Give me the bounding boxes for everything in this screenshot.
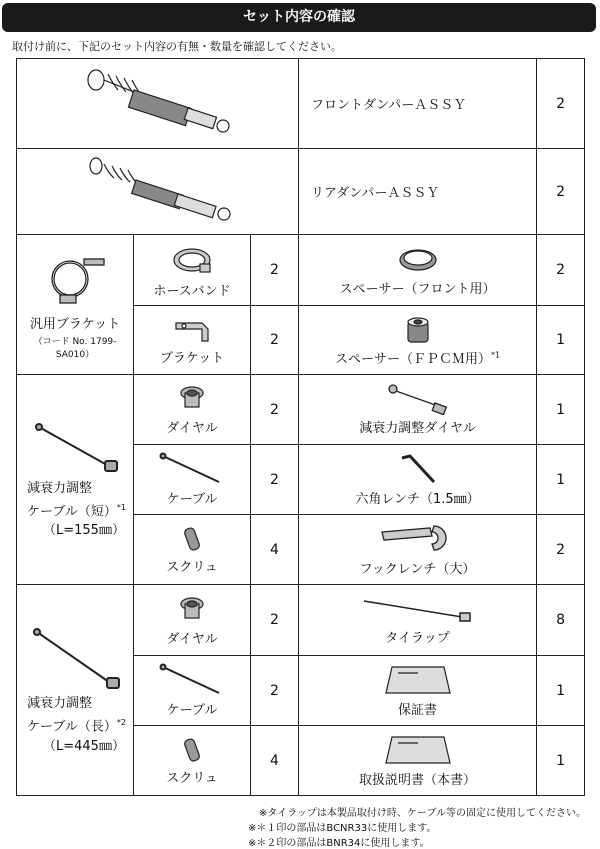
hook-wrench-qty: 2 <box>537 515 585 585</box>
cable-short-line2-wrap <box>27 498 133 521</box>
table-row <box>17 585 585 656</box>
tie-wrap-qty: 8 <box>537 585 585 656</box>
note-mark-2: ※＊２印の部品はBNR34に使用します。 <box>248 838 430 849</box>
cable-1-cell <box>134 445 251 515</box>
parts-table <box>16 58 585 796</box>
table-row <box>17 235 585 306</box>
cable-2-image <box>157 663 227 697</box>
cable-short-group-cell <box>17 375 134 585</box>
spacer-fpcm-cell <box>299 306 537 375</box>
adjust-dial-name: 減衰力調整ダイヤル <box>359 421 476 436</box>
table-row <box>17 375 585 445</box>
note-mark-1: ※＊１印の部品はBCNR33に使用します。 <box>248 823 437 834</box>
hose-band-image <box>170 242 214 278</box>
table-row <box>17 149 585 235</box>
dial-2-cell <box>134 585 251 656</box>
cable-short-line3: （L=155㎜） <box>43 523 125 539</box>
cable-long-line1: 減衰力調整 <box>27 696 93 712</box>
hex-wrench-image <box>396 452 440 486</box>
adjust-dial-image <box>383 383 453 415</box>
front-damper-qty: 2 <box>537 59 585 149</box>
cable-1-name: ケーブル <box>166 492 218 507</box>
cable-short-image <box>27 419 127 479</box>
dial-1-name: ダイヤル <box>166 421 218 436</box>
adjust-dial-cell <box>299 375 537 445</box>
hook-wrench-cell <box>299 515 537 585</box>
spacer-fpcm-name: スペーサー（ＦＰＣＭ用） <box>334 351 491 367</box>
bracket-image <box>40 249 110 309</box>
dial-1-cell <box>134 375 251 445</box>
cable-long-line3: （L=445㎜） <box>43 738 125 754</box>
dial-2-image <box>177 594 207 626</box>
bracket-group-code: （コード No. 1799-SA010） <box>33 337 117 360</box>
front-damper-image-cell <box>17 59 299 149</box>
tie-wrap-cell <box>299 585 537 656</box>
screw-1-cell <box>134 515 251 585</box>
rear-damper-image <box>78 152 238 228</box>
cable-long-line2: ケーブル（長） <box>27 719 117 735</box>
spacer-front-name: スペーサー（フロント用） <box>339 281 496 297</box>
bracket-qty: 2 <box>251 306 299 375</box>
warranty-cell <box>299 656 537 726</box>
screw-1-image <box>177 524 207 554</box>
tie-wrap-image <box>358 595 478 625</box>
bracket-name: ブラケット <box>159 350 225 366</box>
intro-text: 取付け前に、下記のセット内容の有無・数量を確認してください。 <box>12 40 342 53</box>
screw-1-name: スクリュ <box>166 560 218 575</box>
warranty-qty: 1 <box>537 656 585 726</box>
manual-cell <box>299 726 537 796</box>
cable-long-image <box>27 624 127 694</box>
cable-short-line1: 減衰力調整 <box>27 480 93 496</box>
hook-wrench-name: フックレンチ（大） <box>359 562 476 577</box>
manual-name: 取扱説明書（本書） <box>359 773 477 788</box>
cable-2-qty: 2 <box>251 656 299 726</box>
spacer-fpcm-mark: *1 <box>490 350 501 360</box>
rear-damper-image-cell <box>17 149 299 235</box>
cable-long-group-cell <box>17 585 134 796</box>
screw-2-cell <box>134 726 251 796</box>
bracket-group-cell <box>17 235 134 375</box>
rear-damper-name: リアダンパーＡＳＳＹ <box>299 149 537 235</box>
manual-image <box>378 733 458 767</box>
hex-wrench-qty: 1 <box>537 445 585 515</box>
cable-long-mark: *2 <box>116 718 126 728</box>
dial-2-qty: 2 <box>251 585 299 656</box>
cable-2-cell <box>134 656 251 726</box>
front-damper-image <box>78 62 238 142</box>
hose-band-qty: 2 <box>251 235 299 306</box>
spacer-front-cell <box>299 235 537 306</box>
screw-2-qty: 4 <box>251 726 299 796</box>
dial-1-image <box>177 383 207 415</box>
dial-1-qty: 2 <box>251 375 299 445</box>
spacer-front-qty: 2 <box>537 235 585 306</box>
dial-2-name: ダイヤル <box>166 631 218 647</box>
spacer-fpcm-qty: 1 <box>537 306 585 375</box>
tie-wrap-name: タイラップ <box>385 630 450 646</box>
hose-band-name: ホースバンド <box>153 283 231 299</box>
cable-1-image <box>157 452 227 486</box>
adjust-dial-qty: 1 <box>537 375 585 445</box>
cable-2-name: ケーブル <box>166 703 218 718</box>
cable-1-qty: 2 <box>251 445 299 515</box>
screw-2-name: スクリュ <box>166 771 218 786</box>
table-row <box>17 59 585 149</box>
spacer-fpcm-label <box>299 348 536 367</box>
note-tie-wrap: ※タイラップは本製品取付け時、ケーブル等の固定に使用してください。 <box>258 808 586 819</box>
screw-2-image <box>177 735 207 765</box>
front-damper-name: フロントダンパーＡＳＳＹ <box>299 59 537 149</box>
cable-long-line2-wrap <box>27 713 133 736</box>
hose-band-cell <box>134 235 251 306</box>
warranty-image <box>378 663 458 697</box>
spacer-fpcm-image <box>403 314 433 346</box>
section-header: セット内容の確認 <box>2 3 596 32</box>
screw-1-qty: 4 <box>251 515 299 585</box>
bracket-group-name: 汎用ブラケット <box>29 317 121 332</box>
hex-wrench-cell <box>299 445 537 515</box>
cable-short-mark: *1 <box>116 502 126 512</box>
hex-wrench-name: 六角レンチ（1.5㎜） <box>355 492 480 507</box>
rear-damper-qty: 2 <box>537 149 585 235</box>
spacer-front-image <box>396 244 440 276</box>
bracket-part-image <box>170 315 214 345</box>
manual-qty: 1 <box>537 726 585 796</box>
cable-short-line2: ケーブル（短） <box>27 504 117 520</box>
hook-wrench-image <box>378 522 458 556</box>
warranty-name: 保証書 <box>398 703 438 718</box>
bracket-cell <box>134 306 251 375</box>
